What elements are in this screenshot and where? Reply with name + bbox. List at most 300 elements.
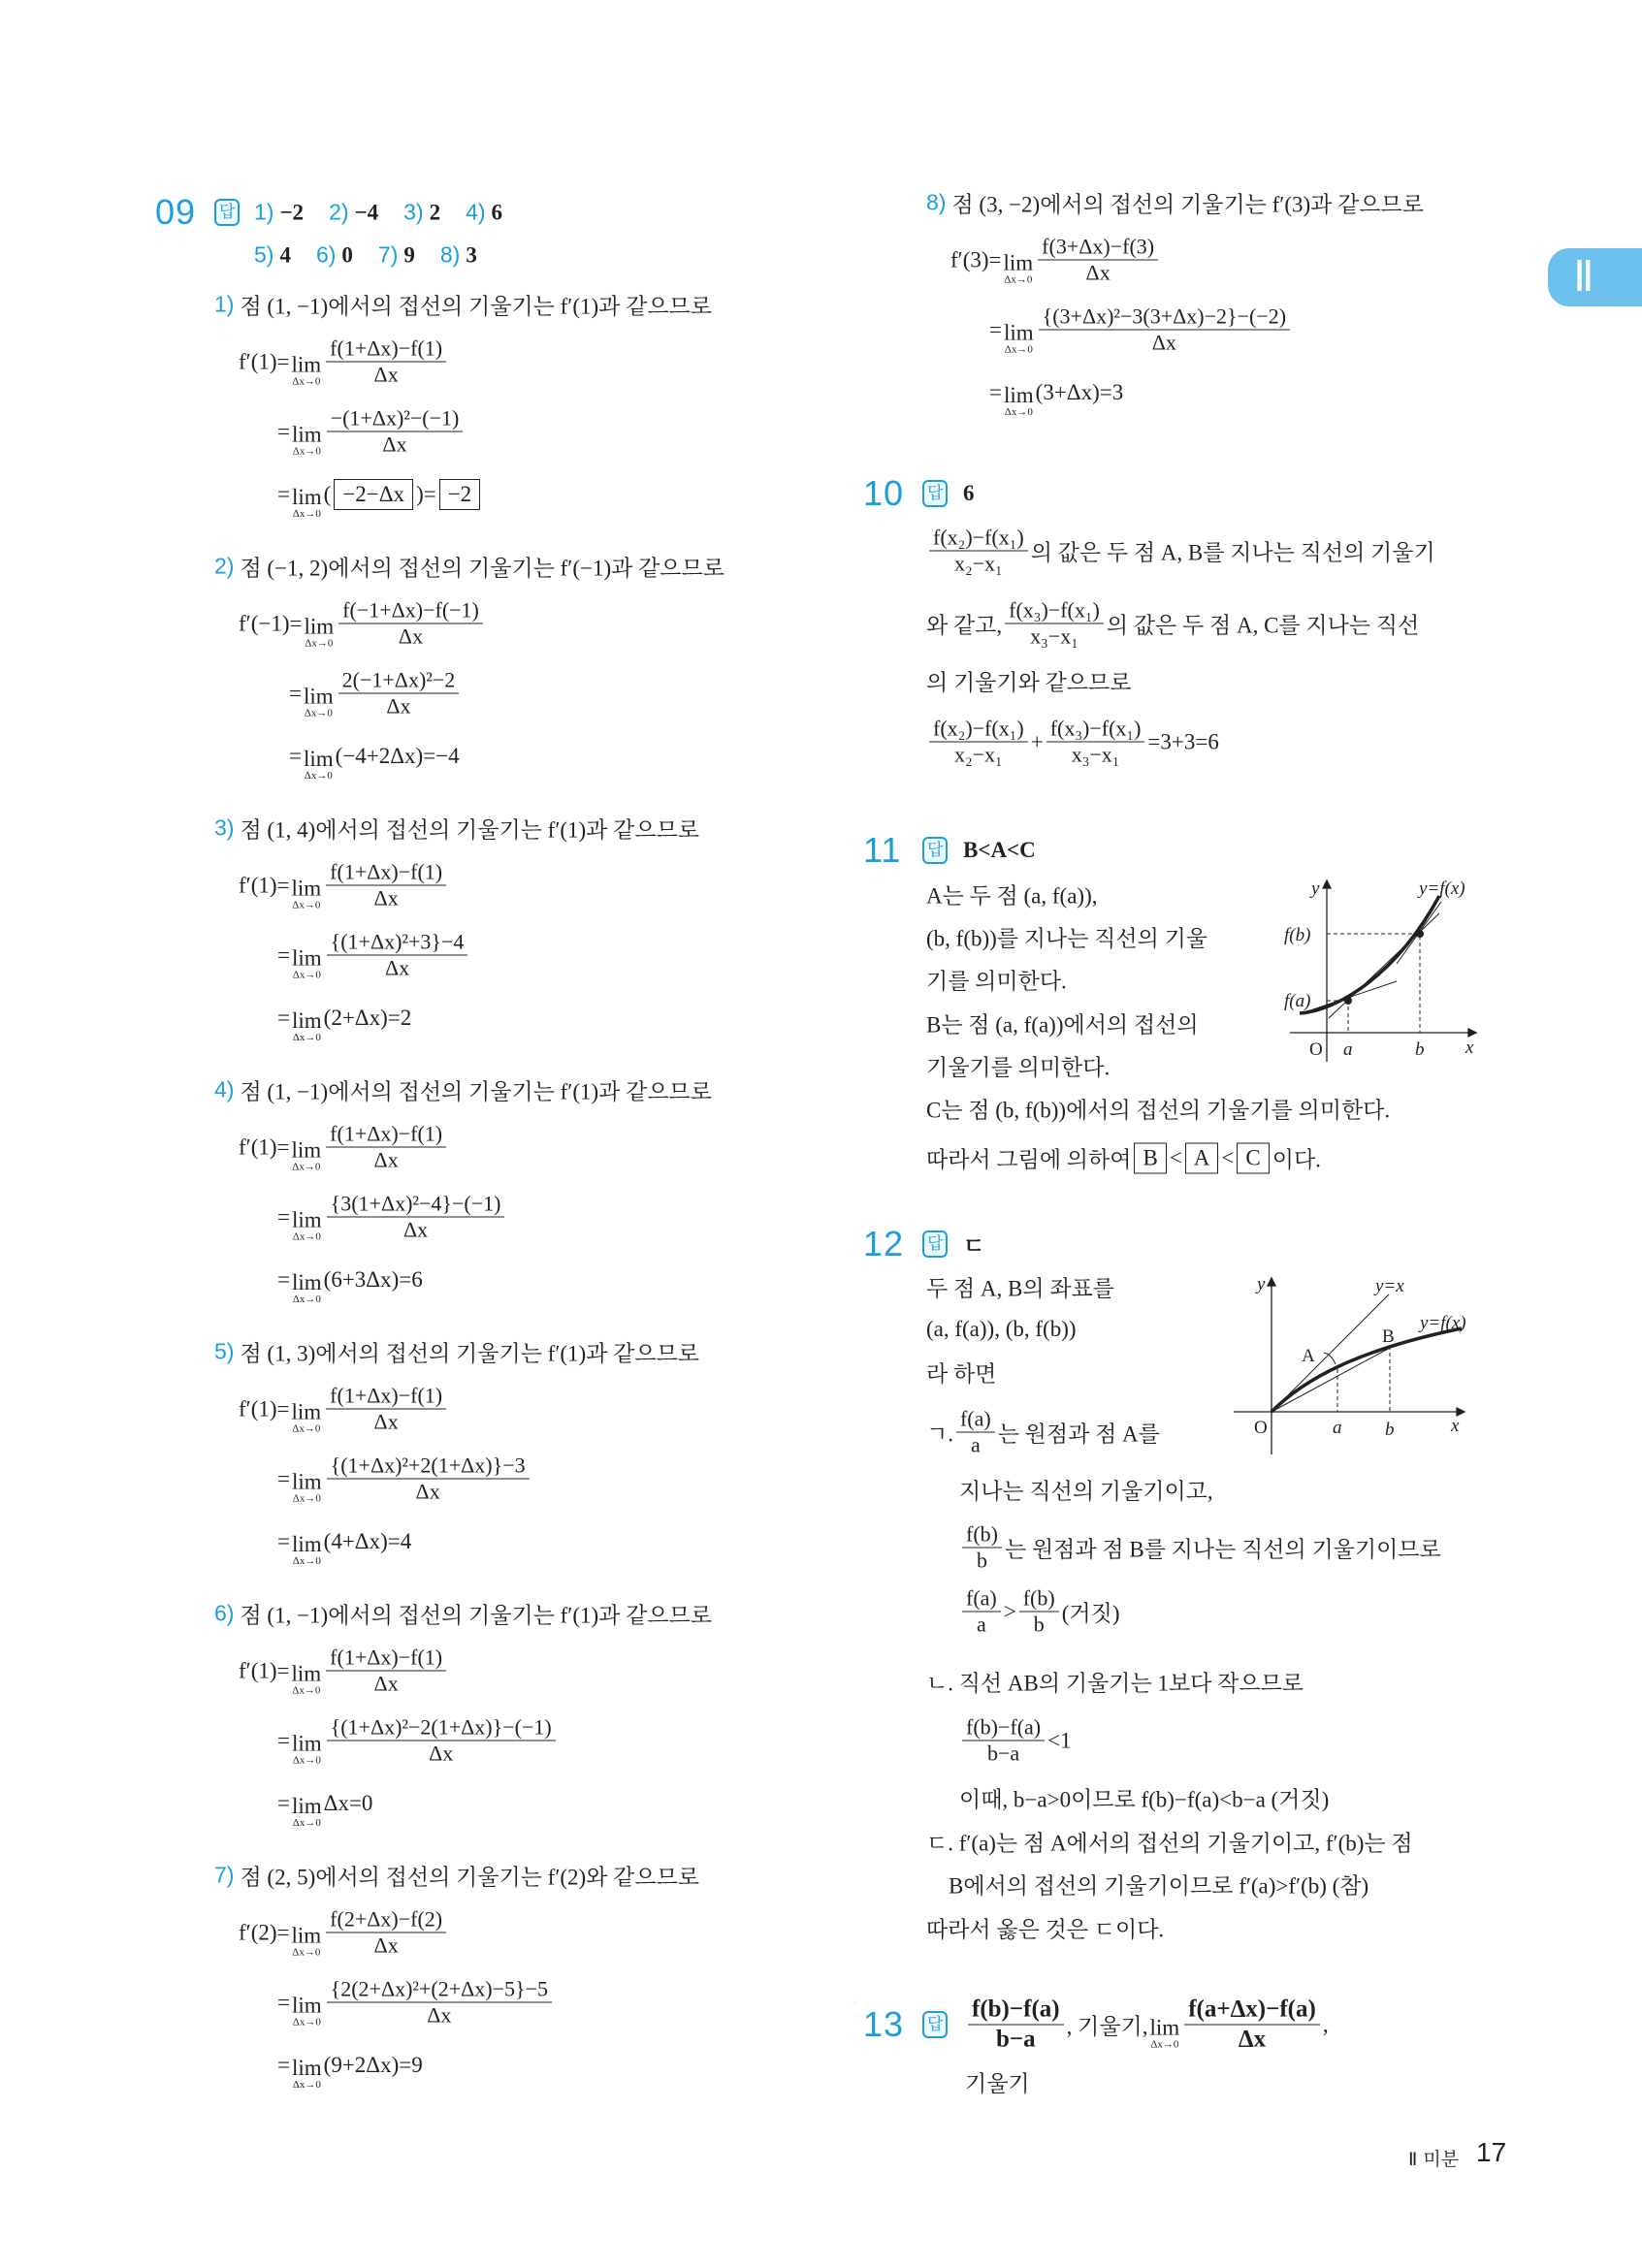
lim-text: lim	[1149, 2015, 1180, 2039]
lim-text: lim	[291, 422, 322, 446]
denominator: b	[976, 1548, 987, 1573]
equation-step	[289, 668, 462, 719]
fraction	[327, 1715, 556, 1767]
numerator: {(1+Δx)²+3}−4	[327, 930, 468, 956]
math-text: =	[276, 1658, 290, 1682]
curve-y-f-x	[1300, 896, 1439, 1013]
answer-row	[254, 200, 528, 226]
numerator: {2(2+Δx)²+(2+Δx)−5}−5	[327, 1977, 552, 2003]
math-text: =	[289, 681, 302, 705]
label-curve: y=f(x)	[1420, 1313, 1466, 1333]
numerator: f(b)−f(a)	[962, 1715, 1045, 1741]
numerator: f(x₃)−f(x₁)	[1046, 717, 1145, 743]
numerator: −(1+Δx)²−(−1)	[327, 406, 464, 432]
lim-text: lim	[291, 1923, 322, 1947]
answer-value: 3	[466, 242, 477, 267]
answer	[963, 481, 975, 506]
denominator: Δx	[429, 1741, 454, 1766]
denominator: Δx	[1085, 260, 1111, 285]
numerator: f(b)−f(a)	[968, 1996, 1064, 2026]
graph-problem-11	[1261, 863, 1513, 1071]
part-label: 4)	[214, 1076, 235, 1102]
limit-operator	[1004, 322, 1034, 355]
denominator: x₃−x₁	[1071, 742, 1120, 767]
lim-subscript: Δx→0	[292, 1422, 321, 1434]
math-text: (6+3Δx)=6	[323, 1267, 423, 1292]
numerator: f(1+Δx)−f(1)	[326, 1384, 446, 1410]
numerator: f(x₂)−f(x₁)	[929, 526, 1028, 552]
problem-number: 11	[863, 830, 902, 870]
equation-step	[277, 1787, 373, 1829]
math-text: 점 (1, −1)에서의 접선의 기울기는 f′(1)과 같으므로	[240, 1079, 712, 1104]
denominator: b−a	[986, 1741, 1020, 1766]
answer-value: 2	[429, 200, 441, 224]
equation-lhs: f′(3)	[950, 247, 989, 272]
math-text: 점 (1, 3)에서의 접선의 기울기는 f′(1)과 같으므로	[240, 1341, 700, 1366]
equation-step	[277, 1263, 423, 1305]
label-curve: y=f(x)	[1419, 878, 1465, 899]
part-statement	[214, 1598, 712, 1630]
label-B: B	[1382, 1326, 1395, 1347]
denominator: Δx	[373, 1671, 399, 1696]
label-y: y	[1311, 878, 1320, 899]
math-text: 기울기를 의미한다.	[926, 1055, 1111, 1080]
denominator: Δx	[415, 1479, 440, 1504]
equation-step	[277, 1002, 412, 1043]
part-label: 3)	[214, 815, 235, 841]
denominator: a	[976, 1612, 986, 1637]
text-line	[959, 1474, 1213, 1506]
answer	[963, 838, 1036, 863]
problem-number: 13	[863, 2004, 905, 2044]
part-statement	[214, 551, 724, 583]
math-text: 점 (2, 5)에서의 접선의 기울기는 f′(2)와 같으므로	[240, 1865, 700, 1890]
math-text: =	[276, 1920, 290, 1944]
numerator: f(1+Δx)−f(1)	[326, 860, 446, 886]
fraction	[1184, 1996, 1320, 2055]
math-text: (−4+2Δx)=−4	[335, 744, 460, 768]
fraction	[327, 930, 468, 981]
answer-value: −2	[279, 200, 305, 224]
math-text: (2+Δx)=2	[323, 1006, 412, 1030]
math-text: 는 원점과 점 B를 지나는 직선의 기울기이므로	[1004, 1537, 1441, 1562]
equation-step	[277, 1977, 555, 2028]
numerator: f(b)	[1019, 1586, 1059, 1613]
limit-operator	[292, 1796, 322, 1829]
math-text: A는 두 점 (a, f(a)),	[926, 883, 1098, 909]
math-text: <	[1221, 1145, 1235, 1169]
lim-text: lim	[291, 1399, 322, 1423]
math-text: (b, f(b))를 지나는 직선의 기울	[926, 926, 1208, 951]
equation-step	[277, 478, 483, 520]
denominator: a	[970, 1432, 981, 1457]
equation-lhs: f′(1)	[239, 1396, 277, 1421]
text-line	[926, 717, 1219, 768]
math-text: 이다.	[1272, 1147, 1321, 1172]
lim-subscript: Δx→0	[304, 707, 333, 719]
answer-label: 7)	[377, 241, 399, 268]
numerator: {(3+Δx)²−3(3+Δx)−2}−(−2)	[1039, 304, 1290, 331]
math-text: 따라서 옳은 것은 ㄷ이다.	[926, 1917, 1165, 1942]
text-line	[926, 1093, 1390, 1125]
numerator: f(1+Δx)−f(1)	[326, 336, 446, 363]
math-text: 와 같고,	[926, 613, 1003, 638]
lim-text: lim	[291, 1731, 322, 1755]
equation-step	[277, 930, 470, 981]
math-text: )=	[416, 482, 436, 506]
text-line	[926, 665, 1131, 697]
equation-step	[277, 1192, 507, 1243]
answer-badge: 답	[922, 837, 948, 864]
label-fb: f(b)	[1284, 925, 1311, 945]
limit-operator	[1004, 252, 1034, 285]
limit-operator	[292, 1733, 322, 1766]
math-text: (거짓)	[1061, 1601, 1120, 1626]
lim-text: lim	[291, 1469, 322, 1493]
text-line	[949, 1869, 1368, 1901]
lim-text: lim	[291, 352, 322, 376]
denominator: b	[1033, 1612, 1045, 1637]
math-text: =	[289, 744, 302, 768]
lim-subscript: Δx→0	[1004, 406, 1033, 418]
lim-subscript: Δx→0	[292, 1161, 321, 1172]
equation-lhs: f′(1)	[239, 873, 277, 897]
fraction	[929, 526, 1028, 577]
fraction	[1005, 598, 1104, 650]
math-text: =	[277, 1728, 290, 1752]
math-text: 지나는 직선의 기울기이고,	[959, 1479, 1213, 1504]
equation-step	[239, 1384, 449, 1435]
answer-label: 1)	[254, 199, 274, 225]
boxed-answer: B	[1134, 1142, 1166, 1173]
equation-step	[239, 336, 449, 388]
dashed-guides	[1327, 934, 1420, 1033]
part-label: 8)	[926, 189, 947, 215]
fraction	[956, 1407, 995, 1458]
fraction	[326, 860, 446, 911]
lim-subscript: Δx→0	[292, 1754, 321, 1766]
math-text: B에서의 접선의 기울기이므로 f′(a)>f′(b) (참)	[949, 1873, 1369, 1899]
math-text: 점 (1, −1)에서의 접선의 기울기는 f′(1)과 같으므로	[240, 294, 712, 319]
problem-number: 09	[155, 192, 197, 232]
math-text: =	[276, 873, 290, 897]
math-text: 는 원점과 점 A를	[997, 1421, 1160, 1447]
limit-operator	[292, 1139, 322, 1172]
part-label: 5)	[214, 1338, 235, 1364]
equation-lhs: f′(2)	[239, 1920, 277, 1944]
lim-text: lim	[291, 1137, 322, 1162]
lim-subscript: Δx→0	[292, 899, 321, 910]
math-text: =	[277, 1466, 290, 1490]
limit-operator	[292, 487, 322, 520]
math-text: 이때, b−a>0이므로 f(b)−f(a)<b−a (거짓)	[959, 1787, 1330, 1812]
lim-text: lim	[291, 1794, 322, 1818]
equation-step	[239, 1122, 449, 1173]
lim-subscript: Δx→0	[1004, 343, 1033, 355]
math-text: (	[323, 482, 332, 506]
equation-lhs: f′(1)	[239, 1134, 277, 1159]
curve-y-f-x	[1272, 1328, 1462, 1412]
lim-subscript: Δx→0	[292, 1032, 321, 1043]
lim-text: lim	[303, 747, 334, 771]
text-line	[926, 1357, 996, 1389]
math-text: 두 점 A, B의 좌표를	[926, 1276, 1115, 1301]
limit-operator	[292, 1663, 322, 1696]
lim-text: lim	[1003, 383, 1034, 407]
part-label: 6)	[214, 1600, 235, 1626]
lim-subscript: Δx→0	[304, 770, 333, 782]
equation-step	[239, 860, 449, 911]
answer-badge: 답	[922, 480, 948, 507]
label-A: A	[1302, 1346, 1315, 1366]
answer-badge: 답	[922, 2011, 948, 2038]
part-label: 7)	[214, 1862, 235, 1888]
problem-number: 10	[863, 473, 905, 513]
text-line	[926, 1271, 1114, 1303]
math-text: =	[277, 1267, 290, 1292]
numerator: f(b)	[962, 1522, 1002, 1549]
part-statement	[214, 289, 712, 321]
math-text: ㄷ. f′(a)는 점 A에서의 접선의 기울기이고, f′(b)는 점	[926, 1831, 1413, 1856]
equation-step	[277, 1453, 532, 1505]
answer-badge: 답	[214, 199, 240, 226]
text-line	[959, 1522, 1441, 1574]
text-line	[926, 1826, 1413, 1858]
math-text: =	[289, 611, 303, 635]
numerator: f(x₃)−f(x₁)	[1005, 598, 1104, 624]
math-text: (3+Δx)=3	[1035, 380, 1124, 404]
label-x: x	[1465, 1038, 1474, 1058]
answer-value: 6	[491, 200, 503, 224]
lim-subscript: Δx→0	[292, 1555, 321, 1567]
text-line	[959, 1782, 1329, 1814]
limit-operator	[292, 2058, 322, 2091]
lim-subscript: Δx→0	[292, 1492, 321, 1504]
math-text: 점 (1, −1)에서의 접선의 기울기는 f′(1)과 같으므로	[240, 1603, 712, 1628]
text-line	[926, 921, 1207, 953]
equation-lhs: f′(−1)	[239, 611, 290, 635]
part-label: 2)	[214, 553, 235, 579]
label-b: b	[1385, 1420, 1395, 1440]
equation-step	[289, 740, 460, 782]
math-text: 따라서 그림에 의하여	[926, 1147, 1132, 1172]
math-text: =	[277, 419, 290, 443]
fraction	[962, 1586, 1001, 1638]
limit-operator	[292, 1471, 322, 1504]
label-fa: f(a)	[1284, 991, 1311, 1011]
graph-problem-12	[1222, 1261, 1513, 1459]
numerator: f(2+Δx)−f(2)	[326, 1907, 446, 1933]
lim-text: lim	[291, 1993, 322, 2017]
denominator: Δx	[398, 623, 424, 649]
lim-text: lim	[291, 485, 322, 509]
label-x: x	[1451, 1416, 1460, 1436]
fraction	[326, 1907, 446, 1959]
denominator: Δx	[373, 1933, 399, 1958]
lim-subscript: Δx→0	[292, 1946, 321, 1958]
fraction	[327, 1192, 505, 1243]
math-text: =	[988, 247, 1002, 272]
boxed-answer: C	[1237, 1142, 1269, 1173]
fraction	[326, 336, 446, 388]
lim-subscript: Δx→0	[1004, 273, 1033, 285]
math-text: =	[277, 2053, 290, 2077]
text-line	[926, 526, 1435, 577]
lim-text: lim	[291, 1207, 322, 1231]
fraction	[327, 406, 464, 458]
denominator: Δx	[382, 431, 407, 457]
denominator: Δx	[373, 362, 399, 387]
boxed-answer: A	[1185, 1142, 1219, 1173]
answer-value: −4	[354, 200, 379, 224]
math-text: B는 점 (a, f(a))에서의 접선의	[926, 1012, 1199, 1038]
text-line	[965, 2066, 1030, 2098]
label-b: b	[1415, 1039, 1425, 1060]
fraction	[326, 1384, 446, 1435]
lim-text: lim	[304, 614, 335, 638]
text-line	[926, 1142, 1321, 1174]
denominator: x₃−x₁	[1030, 623, 1079, 649]
math-text: 점 (−1, 2)에서의 접선의 기울기는 f′(−1)과 같으므로	[240, 556, 724, 581]
numerator: {3(1+Δx)²−4}−(−1)	[327, 1192, 505, 1218]
lim-subscript: Δx→0	[292, 2079, 321, 2091]
equation-step	[989, 376, 1124, 418]
lim-subscript: Δx→0	[1150, 2038, 1179, 2050]
equation-step	[239, 1907, 449, 1959]
fraction	[1038, 235, 1158, 286]
text-line	[959, 1586, 1119, 1638]
part-statement	[214, 1336, 699, 1368]
fraction	[327, 1977, 552, 2028]
numerator: f(x₂)−f(x₁)	[929, 717, 1028, 743]
answer-value: 4	[279, 242, 291, 267]
part-statement	[926, 187, 1424, 219]
label-a: a	[1333, 1418, 1342, 1438]
lim-subscript: Δx→0	[305, 637, 334, 649]
lim-subscript: Δx→0	[292, 445, 321, 457]
math-text: =	[277, 1791, 290, 1815]
lim-subscript: Δx→0	[292, 1294, 321, 1305]
lim-subscript: Δx→0	[292, 375, 321, 387]
part-statement	[214, 1074, 712, 1106]
math-text: =	[277, 1204, 290, 1229]
math-text: (a, f(a)), (b, f(b))	[926, 1317, 1077, 1341]
answer-value: 6	[963, 481, 975, 505]
math-text: =	[277, 1990, 290, 2014]
text-line	[926, 1050, 1110, 1082]
boxed-answer: −2	[439, 479, 480, 510]
math-text: ㄴ. 직선 AB의 기울기는 1보다 작으므로	[926, 1671, 1304, 1696]
equation-lhs: f′(1)	[239, 349, 277, 373]
lim-text: lim	[1003, 320, 1034, 344]
fraction	[962, 1715, 1045, 1767]
lim-text: lim	[291, 1270, 322, 1294]
limit-operator	[292, 1925, 322, 1958]
answer-label: 8)	[439, 241, 461, 268]
math-text: +	[1030, 729, 1044, 753]
limit-operator	[1004, 385, 1034, 418]
limit-operator	[292, 1010, 322, 1043]
answer-badge: 답	[922, 1230, 948, 1258]
point-b	[1416, 930, 1424, 938]
denominator: Δx	[373, 1409, 399, 1434]
math-text: C는 점 (b, f(b))에서의 접선의 기울기를 의미한다.	[926, 1098, 1391, 1123]
label-y-x: y=x	[1375, 1276, 1404, 1296]
footer-chapter: Ⅱ 미분	[1408, 2149, 1460, 2170]
math-text: <1	[1047, 1728, 1072, 1752]
math-text: <	[1169, 1145, 1182, 1169]
equation-step	[277, 406, 466, 458]
point-a	[1344, 997, 1352, 1005]
math-text: ,	[1322, 2012, 1329, 2036]
limit-operator	[292, 1534, 322, 1567]
denominator: x₂−x₁	[953, 742, 1003, 767]
denominator: Δx	[1151, 330, 1176, 355]
denominator: Δx	[386, 693, 411, 719]
answer-label: 6)	[315, 241, 337, 268]
math-text: =	[989, 380, 1002, 404]
equation-step	[277, 1525, 412, 1567]
fraction	[1039, 304, 1290, 356]
denominator: Δx	[402, 1217, 429, 1242]
fraction	[327, 1453, 530, 1505]
denominator: b−a	[995, 2026, 1036, 2053]
limit-operator	[292, 354, 322, 387]
text-line	[926, 1007, 1199, 1039]
chapter-tab[interactable]: Ⅱ	[1548, 248, 1642, 306]
text-line	[926, 598, 1419, 650]
answer-label: 4)	[466, 199, 486, 225]
text-line	[965, 1996, 1329, 2055]
numerator: f(1+Δx)−f(1)	[326, 1645, 446, 1672]
answer-value: 9	[403, 242, 415, 267]
numerator: 2(−1+Δx)²−2	[338, 668, 460, 694]
fraction	[338, 668, 460, 719]
numerator: {(1+Δx)²+2(1+Δx)}−3	[327, 1453, 530, 1480]
answer-value: ㄷ	[963, 1233, 985, 1259]
limit-operator	[304, 616, 334, 649]
math-text: , 기울기,	[1066, 2014, 1148, 2039]
lim-text: lim	[291, 1661, 322, 1685]
lim-subscript: Δx→0	[292, 969, 321, 980]
equation-step	[239, 1645, 449, 1697]
math-text: 의 기울기와 같으므로	[926, 670, 1132, 695]
fraction	[968, 1996, 1064, 2055]
math-text: =	[277, 1529, 290, 1553]
math-text: =	[276, 1134, 290, 1159]
limit-operator	[292, 1272, 322, 1305]
part-statement	[214, 813, 699, 845]
text-line	[926, 1912, 1164, 1944]
equation-step	[277, 2049, 423, 2091]
limit-operator	[304, 749, 334, 782]
text-line	[926, 1407, 1160, 1458]
label-a: a	[1343, 1039, 1353, 1060]
numerator: f(3+Δx)−f(3)	[1038, 235, 1158, 261]
answer-value: 0	[341, 242, 353, 267]
math-text: (9+2Δx)=9	[323, 2053, 423, 2077]
label-y: y	[1257, 1274, 1266, 1294]
denominator: Δx	[1238, 2026, 1267, 2053]
math-text: =	[277, 1006, 290, 1030]
math-text: >	[1003, 1599, 1016, 1623]
fraction	[338, 598, 483, 650]
text-line	[926, 1317, 1077, 1342]
equation-step	[950, 235, 1161, 286]
lim-text: lim	[303, 684, 334, 708]
lim-subscript: Δx→0	[292, 2016, 321, 2028]
limit-operator	[304, 686, 334, 719]
